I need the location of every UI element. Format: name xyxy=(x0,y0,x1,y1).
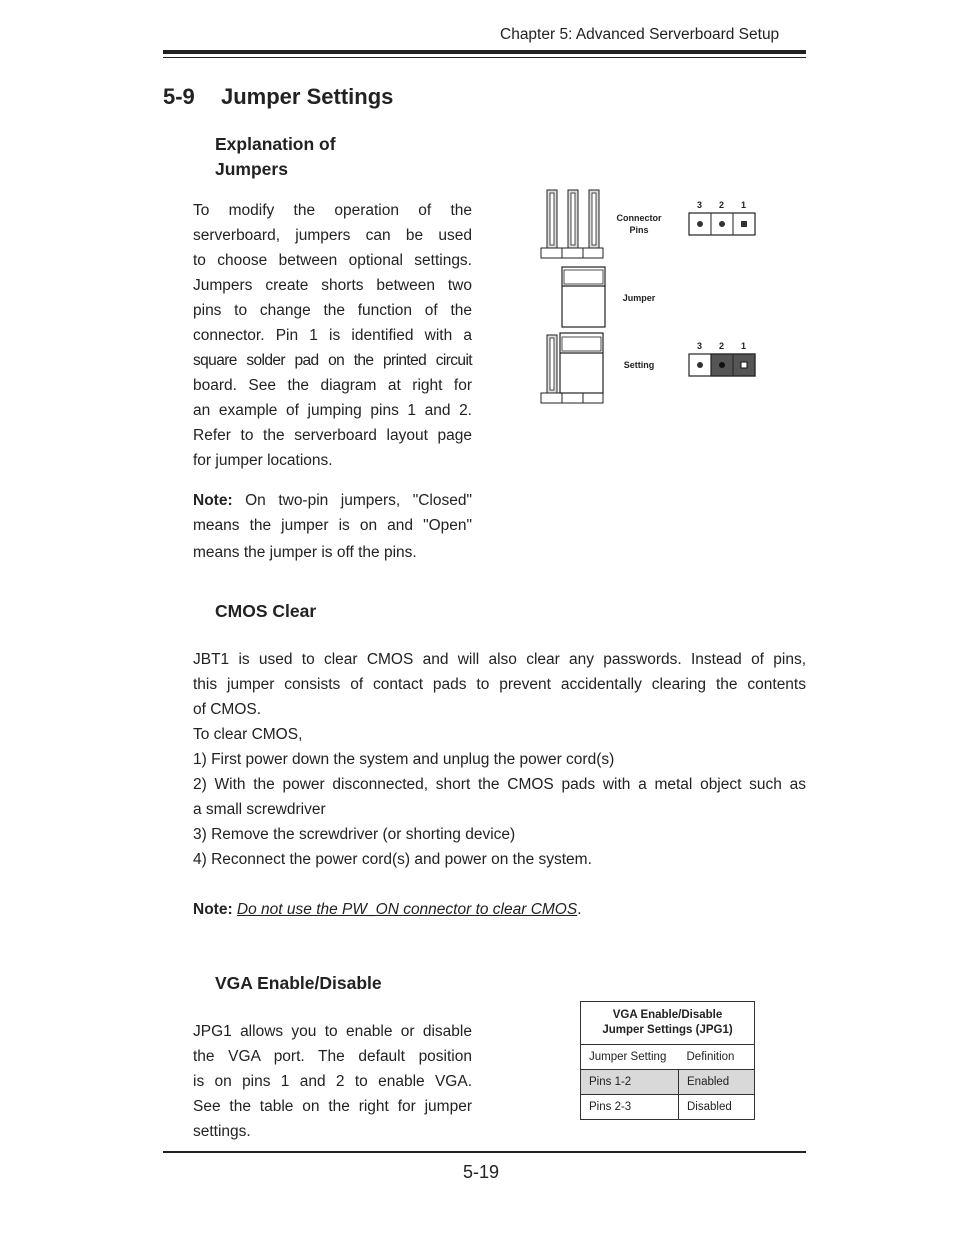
pin-header-open-icon xyxy=(689,213,755,235)
pin-number: 1 xyxy=(741,341,747,351)
vga-table-title-line1: VGA Enable/Disable xyxy=(612,1009,723,1021)
col-header-setting: Jumper Setting xyxy=(581,1045,679,1070)
explanation-line: serverboard, jumpers can be used xyxy=(193,227,472,244)
note-line: means the jumper is on and "Open" xyxy=(193,517,472,534)
cell-definition: Disabled xyxy=(679,1095,755,1120)
explanation-line: To modify the operation of the xyxy=(193,202,472,219)
note-line: means the jumper is off the pins. xyxy=(193,544,417,561)
cmos-step: 1) First power down the system and unplug the power cord(s) xyxy=(193,751,615,768)
pin-header-closed-icon xyxy=(689,354,755,376)
explanation-note xyxy=(193,488,472,565)
page-number: 5-19 xyxy=(463,1162,500,1182)
table-header-row xyxy=(581,1045,755,1070)
cmos-step: a small screwdriver xyxy=(193,801,326,818)
explanation-line: connector. Pin 1 is identified with a xyxy=(193,327,472,344)
vga-line: See the table on the right for jumper xyxy=(193,1098,472,1115)
cmos-line: JBT1 is used to clear CMOS and will also clear any passwords. Instead of pins, xyxy=(193,651,806,668)
col-header-definition: Definition xyxy=(679,1045,755,1070)
explanation-line: an example of jumping pins 1 and 2. xyxy=(193,402,472,419)
vga-table-title-line2: Jumper Settings (JPG1) xyxy=(602,1024,733,1036)
explanation-heading xyxy=(215,132,336,182)
explanation-heading-line1: Explanation of xyxy=(215,134,336,154)
vga-jumper-table xyxy=(580,1001,755,1120)
pin-number: 2 xyxy=(719,341,725,351)
chapter-header: Chapter 5: Advanced Serverboard Setup xyxy=(500,26,780,43)
connector-pins-icon xyxy=(541,190,603,258)
cell-definition: Enabled xyxy=(679,1070,755,1095)
pin-number: 3 xyxy=(697,200,703,210)
cmos-note xyxy=(193,897,806,922)
cmos-step: 2) With the power disconnected, short the CMOS pads with a metal object such as xyxy=(193,776,806,793)
footer-rule xyxy=(163,1151,806,1153)
note-line: On two-pin jumpers, "Closed" xyxy=(232,492,472,509)
vga-paragraph xyxy=(193,1019,472,1144)
note-label: Note: xyxy=(193,901,233,918)
section-number: 5-9 xyxy=(163,84,195,109)
cmos-note-period: . xyxy=(577,901,582,918)
table-row xyxy=(581,1070,755,1095)
vga-table-title xyxy=(581,1002,755,1045)
vga-line: JPG1 allows you to enable or disable xyxy=(193,1023,472,1040)
explanation-heading-line2: Jumpers xyxy=(215,159,288,179)
vga-line: is on pins 1 and 2 to enable VGA. xyxy=(193,1073,472,1090)
section-title-text: Jumper Settings xyxy=(221,84,394,109)
cmos-line: of CMOS. xyxy=(193,701,262,718)
explanation-line: square solder pad on the printed circuit xyxy=(193,352,472,369)
vga-line: settings. xyxy=(193,1123,251,1140)
header-rule-thin xyxy=(163,57,806,58)
pin-number: 1 xyxy=(741,200,747,210)
note-label: Note: xyxy=(193,492,233,509)
explanation-line: pins to change the function of the xyxy=(193,302,472,319)
table-row xyxy=(581,1095,755,1120)
pin-number: 3 xyxy=(697,341,703,351)
connector-pins-label: Connector Pins xyxy=(616,213,662,235)
jumper-setting-icon xyxy=(541,333,603,403)
header-rule xyxy=(163,50,806,54)
vga-heading: VGA Enable/Disable xyxy=(215,973,382,993)
cell-setting: Pins 2-3 xyxy=(581,1095,679,1120)
cmos-step: 3) Remove the screwdriver (or shorting device) xyxy=(193,826,516,843)
section-title xyxy=(163,84,393,110)
cmos-line: this jumper consists of contact pads to prevent accidentally clearing the contents xyxy=(193,676,806,693)
cell-setting: Pins 1-2 xyxy=(581,1070,679,1095)
explanation-line: Refer to the serverboard layout page xyxy=(193,427,472,444)
jumper-label: Jumper xyxy=(622,293,656,303)
jumper-cap-icon xyxy=(562,267,605,327)
explanation-line: for jumper locations. xyxy=(193,452,333,469)
cmos-step: 4) Reconnect the power cord(s) and power on the system. xyxy=(193,851,592,868)
explanation-paragraph xyxy=(193,198,472,473)
explanation-line: board. See the diagram at right for xyxy=(193,377,472,394)
cmos-paragraph xyxy=(193,647,806,872)
cmos-note-text: Do not use the PW_ON connector to clear CMOS xyxy=(236,901,578,918)
explanation-line: to choose between optional settings. xyxy=(193,252,472,269)
cmos-step: To clear CMOS, xyxy=(193,726,303,743)
pin-number: 2 xyxy=(719,200,725,210)
cmos-heading: CMOS Clear xyxy=(215,601,317,621)
explanation-line: Jumpers create shorts between two xyxy=(193,277,472,294)
vga-line: the VGA port. The default position xyxy=(193,1048,472,1065)
setting-label: Setting xyxy=(623,360,655,370)
